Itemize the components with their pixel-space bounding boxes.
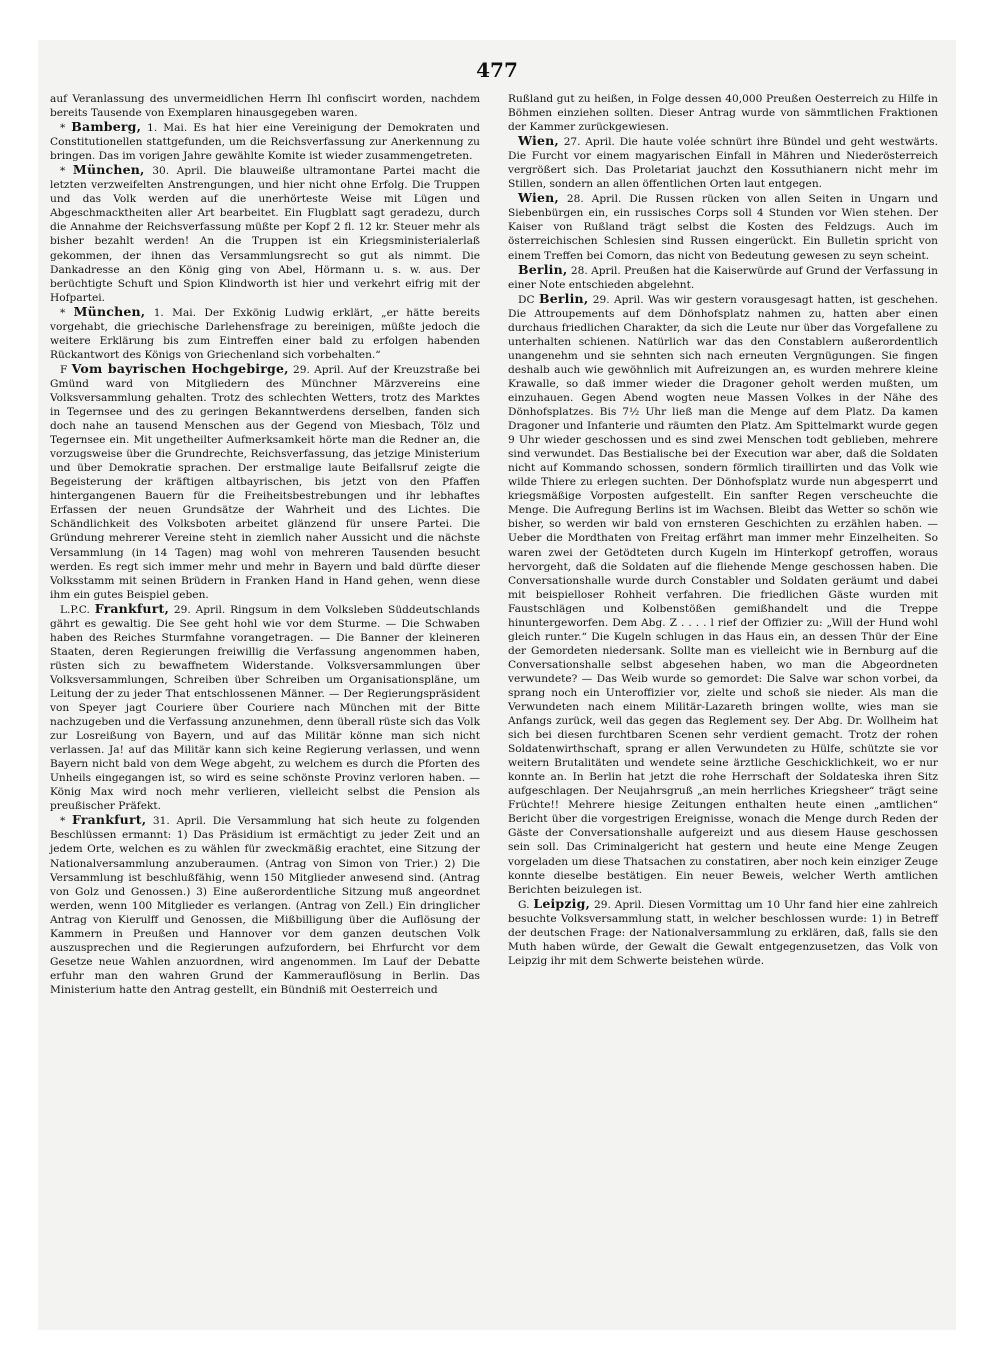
article-dateline-date: 1. Mai. (145, 306, 197, 319)
article-dateline-place: Wien, (518, 133, 559, 149)
article-dateline-date: 28. April. (567, 264, 621, 277)
news-article (508, 292, 938, 897)
article-source-mark: DC (518, 293, 539, 306)
article-dateline-date: 29. April. (590, 898, 645, 911)
article-dateline-place: Berlin, (518, 261, 568, 277)
article-body: Auf der Kreuzstraße bei Gmünd ward von Mitgliedern des Münchner Märzvereins eine Volksversammlung gehalten. Trotz des schlechten Wetters, trotz des Marktes in Tegernsee und des zu geringen Bekanntwerdens derselben, fanden sich doch nahe an tausend Menschen aus der Gegend von Miesbach, Tölz und Tegernsee ein. Mit ungetheilter Aufmerksamkeit hörte man die Redner an, die vorzugsweise über die Grundrechte, Reichsverfassung, das jetzige Ministerium und über Demokratie sprachen. Der erstmalige laute Beifallsruf zeigte die Begeisterung der kräftigen altbayrischen, bis jetzt von den Pfaffen hintergangenen Bauern für die Freiheitsbestrebungen und ihr lebhaftes Erfassen der neuen Grundsätze der Wahrheit und des Lichtes. Die Schändlichkeit des Volksboten arbeitet glänzend für unsere Partei. Die Gründung mehrerer Vereine steht in ziemlich naher Aussicht und die nächste Versammlung (in 14 Tagen) mag wohl von mehreren Tausenden besucht werden. Es regt sich immer mehr und mehr in Bayern und bald dürfte dieser Volksstamm mit seinen Brüdern in Franken Hand in Hand gehen, wenn diese ihm ein gutes Beispiel geben. (50, 363, 481, 601)
article-dateline-date: 30. April. (144, 165, 207, 178)
article-source-mark: G. (518, 898, 534, 911)
news-article (508, 134, 938, 191)
article-dateline-place: Bamberg, (71, 119, 142, 135)
article-source-mark: * (60, 165, 73, 178)
article-dateline-place: München, (73, 303, 146, 319)
news-article (50, 305, 480, 362)
article-dateline-date: 27. April. (558, 136, 615, 149)
right-column (508, 92, 938, 968)
article-source-mark: * (60, 306, 74, 319)
continued-text (508, 92, 938, 134)
article-body: auf Veranlassung des unvermeidlichen Herrn Ihl confiscirt worden, nachdem bereits Tausende von Exemplaren hinausgegeben waren. (50, 93, 480, 120)
continued-text (50, 92, 480, 120)
article-body: Preußen hat die Kaiserwürde auf Grund der Verfassung in einer Note entschieden abgelehnt. (508, 264, 938, 291)
article-dateline-date: 29. April. (588, 293, 644, 306)
article-body: Diesen Vormittag um 10 Uhr fand hier eine zahlreich besuchte Volksversammlung statt, in welcher beschlossen wurde: 1) in Betreff der deutschen Frage: der Nationalversammlung zu erklären, daß, falls sie den Muth haben würde, der Gewalt die Gewalt entgegenzusetzen, das Volk von Leipzig ihr mit dem Schwerte beistehen würde. (508, 898, 938, 967)
article-body: Die Versammlung hat sich heute zu folgenden Beschlüssen ermannt: 1) Das Präsidium ist ermächtigt zu jeder Zeit und an jedem Orte, welchen es zu wählen für zweckmäßig erachtet, eine Sitzung der Nationalversammlung anzuberaumen. (Antrag von Simon von Trier.) 2) Die Versammlung ist beschlußfähig, wenn 150 Mitglieder anwesend sind. (Antrag von Golz und Genossen.) 3) Eine außerordentliche Sitzung muß angeordnet werden, wenn 100 Mitglieder es verlangen. (Antrag von Zell.) Ein dringlicher Antrag von Kierulff und Genossen, die Mißbilligung über die Auflösung der Kammern in Preußen und Hannover vor dem ganzen deutschen Volk auszusprechen und die Regierungen aufzufordern, bei Ehrfurcht vor dem Gesetze neue Wahlen anzuordnen, wird angenommen. Im Lauf der Debatte erfuhr man den wahren Grund der Kammerauflösung in Berlin. Das Ministerium hatte den Antrag gestellt, ein Bündniß mit Oesterreich und (50, 815, 480, 996)
article-source-mark: L.P.C. (60, 603, 95, 616)
article-dateline-date: 29. April. (169, 603, 226, 616)
article-dateline-place: München, (72, 162, 145, 178)
left-column (50, 92, 480, 997)
news-article (50, 120, 480, 163)
article-body: Rußland gut zu heißen, in Folge dessen 40,000 Preußen Oesterreich zu Hilfe in Böhmen einziehen sollten. Dieser Antrag wurde von sämmtlichen Fraktionen der Kammer zurückgewiesen. (508, 93, 938, 134)
news-article (50, 602, 480, 814)
article-body: Die Russen rücken von allen Seiten in Ungarn und Siebenbürgen ein, ein russisches Corps soll 4 Stunden vor Wien stehen. Der Kaiser von Rußland trägt selbst die Kosten des Feldzugs. Auch im österreichischen Schlesien sind Russen eingerückt. Ein Bulletin spricht von einem Treffen bei Comorn, das nicht von Bedeutung gewesen zu seyn scheint. (508, 193, 938, 262)
article-body: Es hat hier eine Vereinigung der Demokraten und Constitutionellen stattgefunden, um die Reichsverfassung zur Anerkennung zu bringen. Das im vorigen Jahre gewählte Komite ist wieder zusammengetreten. (50, 122, 481, 163)
article-dateline-place: Vom bayrischen Hochgebirge, (71, 360, 289, 376)
article-dateline-date: 29. April. (288, 363, 344, 376)
article-dateline-place: Berlin, (538, 290, 589, 306)
news-article (50, 163, 480, 304)
article-body: Die blauweiße ultramontane Partei macht die letzten verzweifelten Anstrengungen, und hier nicht ohne Erfolg. Die Truppen und das Volk werden auf die unerhörteste Weise mit Lügen und Abgeschmacktheiten aller Art bearbeitet. Ein Flugblatt sagt geradezu, durch die Annahme der Reichsverfassung müßte per Kopf 2 fl. 12 kr. Steuer mehr als bisher bezahlt werden! An die Truppen ist ein Kriegsministerialerlaß gekommen, der ihnen das Versammlungsrecht so gut als nimmt. Die Dankadresse an den König ging von Abel, Hörmann u. s. w. aus. Der berüchtigte Schuft und Spion Klindworth ist hier und verkehrt eifrig mit der Hofpartei. (50, 165, 480, 304)
article-dateline-place: Leipzig, (533, 895, 591, 911)
page-number: 477 (476, 58, 518, 82)
article-body: Ringsum in dem Volksleben Süddeutschlands gährt es gewaltig. Die See geht hohl wie vor dem Sturme. — Die Schwaben haben des Reiches Sturmfahne vorangetragen. — Die Banner der kleineren Staaten, deren Regierungen freiwillig die Verfassung angenommen haben, rüsten sich zu bewaffnetem Widerstande. Volksversammlungen über Volksversammlungen, Schreiben über Schreiben um Organisationspläne, um Leitung der zu jeder That entschlossenen Männer. — Der Regierungspräsident von Speyer jagt Couriere über Couriere nach München mit der Bitte nachzugeben und die Verfassung anzunehmen, denn überall rüste sich das Volk zur Losreißung von Bayern, und auf das Militär könne man sich nicht verlassen. Ja! auf das Militär kann sich keine Regierung verlassen, und wenn Bayern nicht bald von dem Wege abgeht, zu welchem es durch die Pforten des Unheils eingegangen ist, so wird es seine schönste Provinz verloren haben. — König Max wird noch mehr verlieren, vielleicht selbst die Pension als preußischer Präfekt. (50, 603, 480, 813)
article-body: Die haute volée schnürt ihre Bündel und geht westwärts. Die Furcht vor einem magyarischen Einfall in Mähren und Niederösterreich vergrößert sich. Das Proletariat jauchzt den Kossuthianern nicht mehr im Stillen, sondern an allen öffentlichen Orten laut entgegen. (508, 136, 938, 191)
news-article (508, 191, 938, 262)
news-article (508, 897, 938, 968)
news-article (508, 263, 938, 292)
article-source-mark: F (60, 363, 72, 376)
article-source-mark: * (60, 815, 72, 828)
article-dateline-place: Wien, (518, 190, 559, 206)
article-body: Was wir gestern vorausgesagt hatten, ist geschehen. Die Attroupements auf dem Dönhofsplatz nahmen zu, hatten aber einen durchaus friedlichen Charakter, da sich die Leute nur über das Vorgefallene zu unterhalten schienen. Natürlich war das den Constablern außerordentlich unangenehm und sie sehnten sich nach erneuten Vergnügungen. Sie fingen deshalb auch wie gewöhnlich mit Aufreizungen an, es wurden mehrere kleine Krawalle, so daß immer wieder die Dragoner geholt werden mußten, um einzuhauen. Gegen Abend wogten neue Massen Volkes in der Nähe des Dönhofsplatzes. Bis 7½ Uhr ließ man die Menge auf dem Platz. Da kamen Dragoner und Infanterie und räumten den Platz. Am Spittelmarkt wurde gegen 9 Uhr wieder geschossen und es sind zwei Menschen todt geblieben, mehrere sind verwundet. Das Bestialische bei der Execution war aber, daß die Soldaten nicht auf Kommando schossen, sondern förmlich tiraillirten und das Volk wie wilde Thiere zu erlegen suchten. Der Dönhofsplatz wurde nun abgesperrt und kriegsmäßige Vorposten aufgestellt. Ein sanfter Regen verscheuchte die Menge. Die Aufregung Berlins ist im Wachsen. Bleibt das Wetter so schön wie bisher, so werden wir bald von ernsteren Geschichten zu erzählen haben. — Ueber die Mordthaten von Freitag erfährt man immer mehr Einzelheiten. So waren zwei der Getödteten durch Kugeln im Hinterkopf getroffen, woraus hervorgeht, daß die Soldaten auf die fliehende Menge geschossen haben. Die Conversationshalle wurde durch Constabler und Soldaten geräumt und dabei mit beispielloser Rohheit verfahren. Die friedlichen Gäste wurden mit Faustschlägen und Kolbenstößen gemißhandelt und die Treppe hinuntergeworfen. Dem Abg. Z . . . . l rief der Offizier zu: „Will der Hund wohl gleich runter.“ Die Kugeln schlugen in das Haus ein, an dessen Thür der Eine der Gemordeten niedersank. Sollte man es vielleicht wie in Bernburg auf die Conversationshalle selbst abgesehen haben, wo man die Abgeordneten verwundete? — Das Weib wurde so gemordet: Die Salve war schon vorbei, da sprang noch ein Unteroffizier vor, zielte und schoß sie nieder. Als man die Verwundeten nach einem Militär-Lazareth bringen wollte, wies man sie Anfangs zurück, weil das gegen das Reglement sey. Der Abg. Dr. Wollheim hat sich bei diesen furchtbaren Scenen sehr verdient gemacht. Trotz der rohen Soldatenwirthschaft, sprang er allen Verwundeten zu Hülfe, schützte sie vor weitern Brutalitäten und wendete seine ärztliche Geschicklichkeit, wo er nur konnte an. In Berlin hat jetzt die rohe Herrschaft der Soldateska ihren Sitz aufgeschlagen. Der Neujahrsgruß „an mein herrliches Kriegsheer“ trägt seine Früchte!! Mehrere hiesige Zeitungen enthalten heute einen „amtlichen“ Bericht über die vorgestrigen Ereignisse, wonach die Menge durch Reden der Gäste der Conversationshalle aufgereizt und aus diesem Hause geschossen sein soll. Das Criminalgericht hat gestern und heute eine Menge Zeugen vorgeladen um diese Thatsachen zu constatiren, aber noch kein einziger Zeuge konnte dieselbe bestätigen. Ein neuer Beweis, welcher Werth amtlichen Berichten beizulegen ist. (508, 293, 938, 896)
article-dateline-date: 1. Mai. (141, 122, 188, 135)
article-dateline-date: 28. April. (558, 193, 622, 206)
news-article (50, 813, 480, 997)
article-source-mark: * (60, 122, 72, 135)
news-article (50, 362, 480, 602)
article-dateline-date: 31. April. (146, 815, 207, 828)
article-dateline-place: Frankfurt, (94, 600, 169, 616)
article-body: Der Exkönig Ludwig erklärt, „er hätte bereits vorgehabt, die griechische Darlehensfrage zu bereinigen, müßte jedoch die weitere Erklärung bis zum Eintreffen einer bald zu erfolgen habenden Rückantwort des Königs von Griechenland sich vorbehalten.“ (50, 306, 480, 361)
article-dateline-place: Frankfurt, (71, 812, 147, 828)
newspaper-page (38, 40, 956, 1330)
